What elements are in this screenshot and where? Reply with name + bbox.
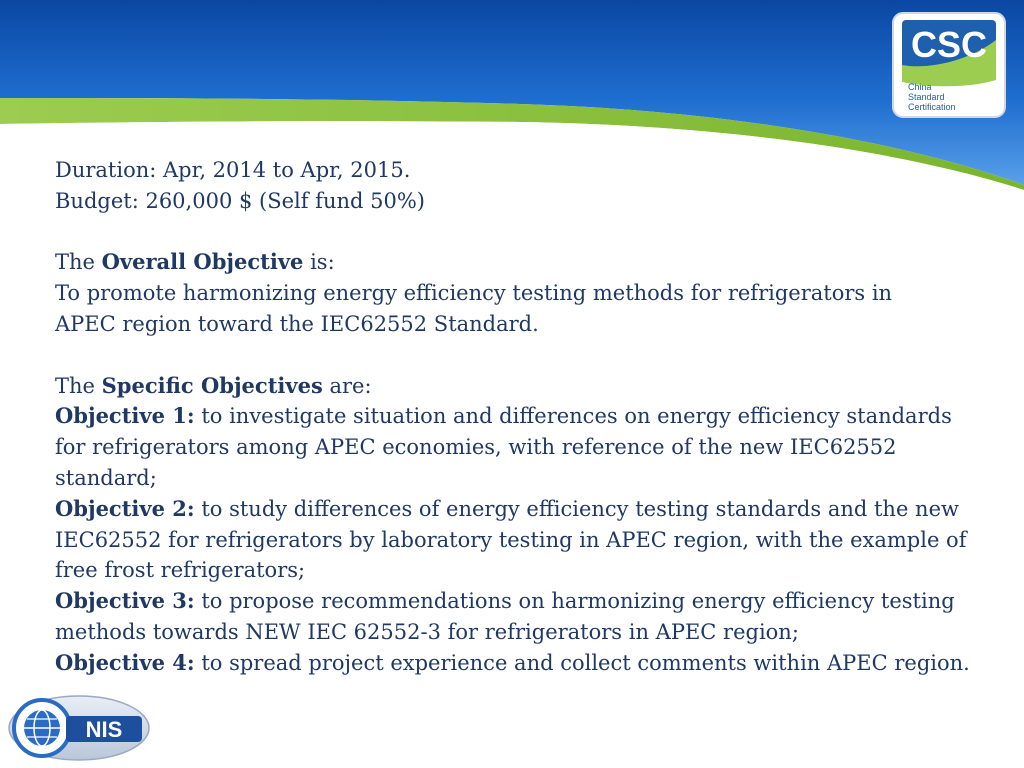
overall-objective-label: Overall Objective <box>101 249 304 275</box>
budget-text: Budget: 260,000 $ (Self fund 50%) <box>55 188 425 213</box>
csc-logo-line-3: Certification <box>908 102 956 112</box>
objective-3-label: Objective 3: <box>55 588 195 614</box>
objective-1-text: to investigate situation and differences on energy efficiency standards for refrigerators among APEC economies, with reference of the new IEC62552 standard; <box>55 404 952 490</box>
slide-content <box>55 155 995 679</box>
objective-3-text: to propose recommendations on harmonizing energy efficiency testing methods towards NEW IEC 62552-3 for refrigerators in APEC region; <box>55 589 955 644</box>
objective-3 <box>55 586 975 648</box>
objective-2-label: Objective 2: <box>55 495 195 521</box>
csc-logo-line-1: China <box>908 82 932 92</box>
specific-objectives-label: Specific Objectives <box>101 372 323 398</box>
csc-logo-line-2: Standard <box>908 92 945 102</box>
ons-logo-text: NIS <box>85 717 123 742</box>
csc-logo-text: CSC <box>910 24 988 65</box>
overall-objective-heading: The Overall Objective is: <box>55 249 335 275</box>
objective-4 <box>55 648 995 679</box>
objective-1-label: Objective 1: <box>55 403 195 429</box>
objective-2-text: to study differences of energy efficiency testing standards and the new IEC62552 for refrigerators by laboratory testing in APEC region, with the example of free frost refrigerators; <box>55 496 967 583</box>
specific-objectives-heading: The Specific Objectives are: <box>55 372 372 398</box>
overall-objective-text: To promote harmonizing energy efficiency testing methods for refrigerators in APEC region toward the IEC62552 Standard. <box>55 281 893 336</box>
objective-4-text: to spread project experience and collect comments within APEC region. <box>194 650 970 675</box>
duration-text: Duration: Apr, 2014 to Apr, 2015. <box>55 158 411 182</box>
objective-2 <box>55 494 975 586</box>
ons-logo <box>4 684 154 764</box>
objective-4-label: Objective 4: <box>55 649 195 675</box>
csc-logo <box>890 10 1010 120</box>
objective-1 <box>55 401 975 493</box>
